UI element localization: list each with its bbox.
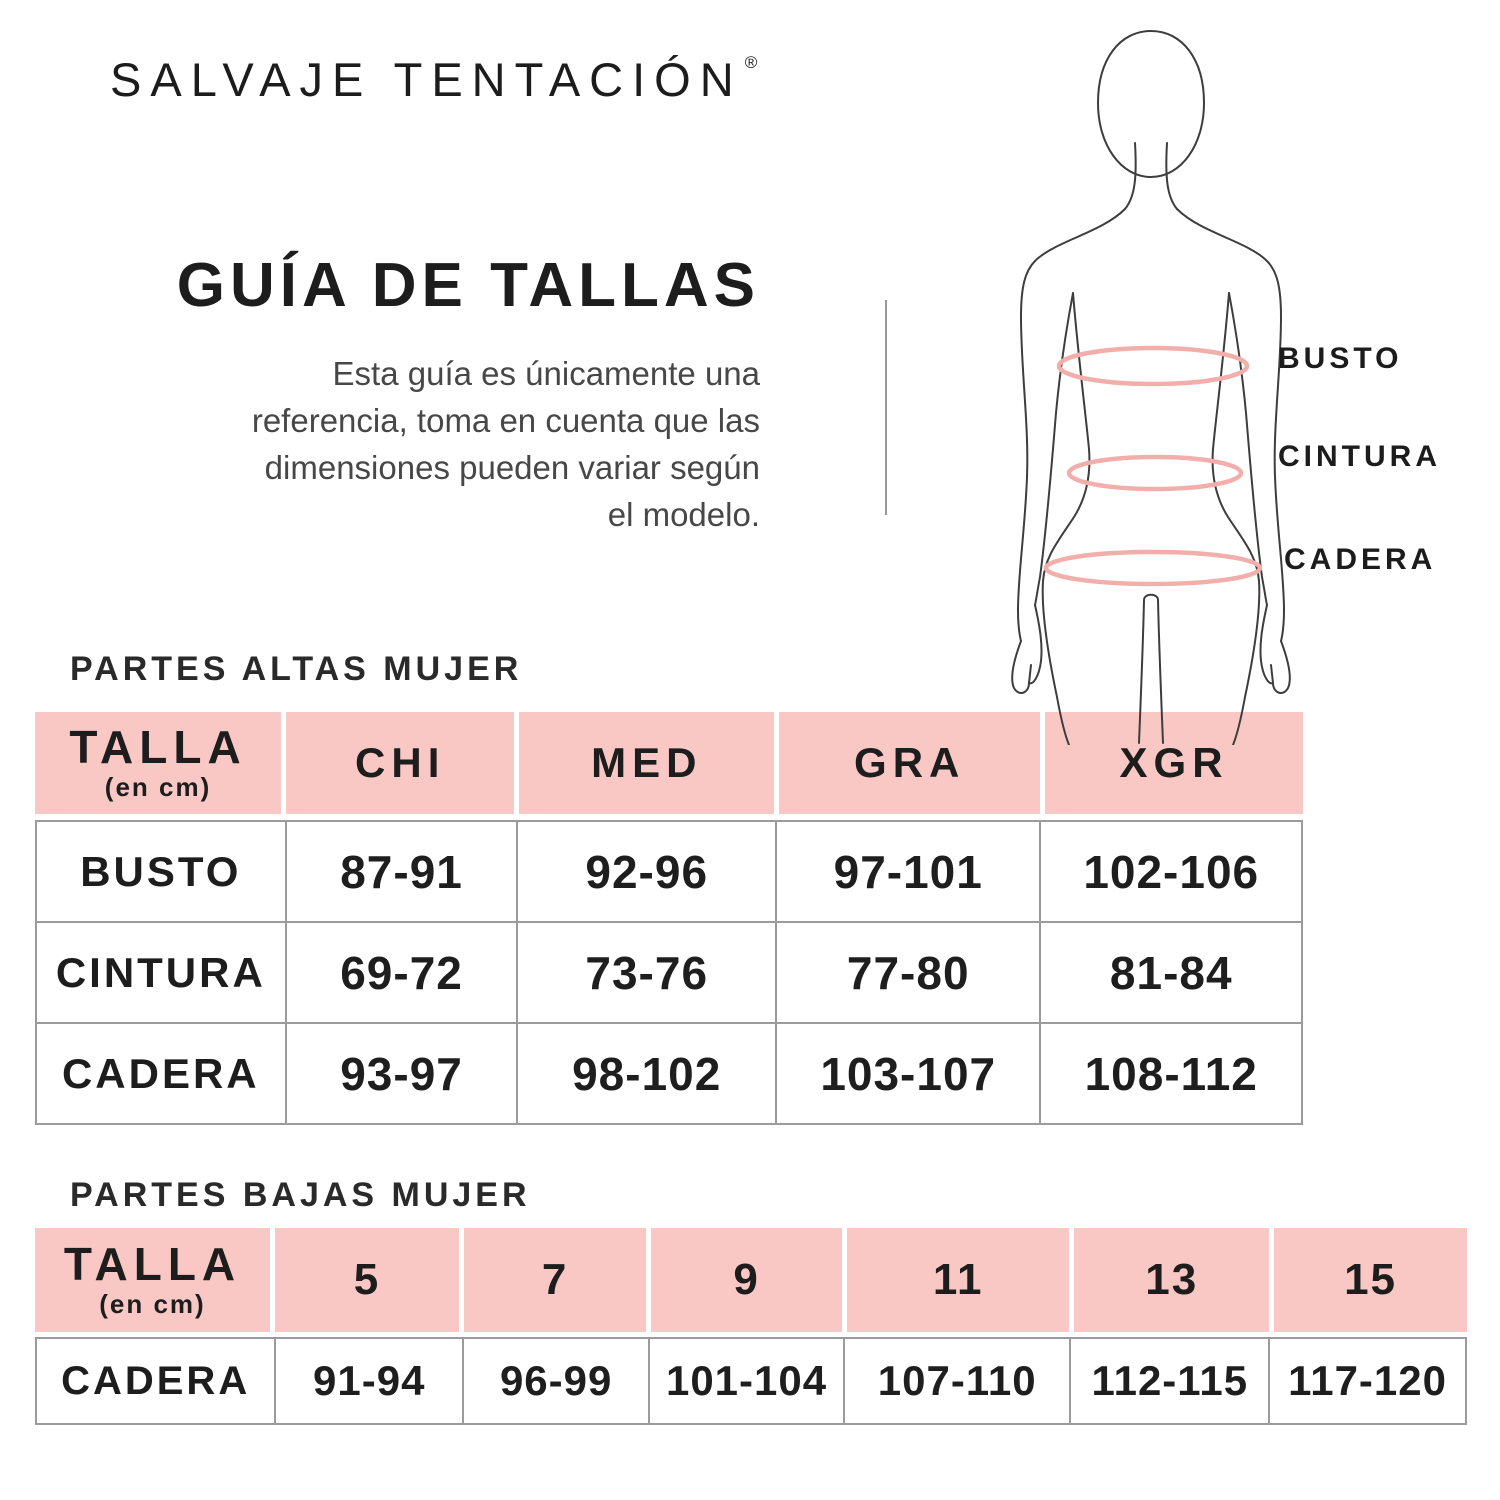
- size-table-tops: [35, 712, 1303, 1125]
- section-title-tops: PARTES ALTAS MUJER: [70, 650, 523, 688]
- hip-label: CADERA: [1284, 543, 1437, 576]
- size-col-header: 9: [651, 1228, 842, 1332]
- measurement-row-label: CINTURA: [37, 923, 285, 1022]
- size-range-cell: 108-112: [1041, 1024, 1301, 1123]
- size-col-header: 15: [1274, 1228, 1467, 1332]
- size-range-cell: 97-101: [777, 822, 1039, 921]
- measurement-row-label: CADERA: [37, 1024, 285, 1123]
- hip-measure-tape: [1046, 552, 1260, 584]
- bust-label: BUSTO: [1278, 342, 1403, 375]
- size-range-cell: 73-76: [518, 923, 775, 1022]
- size-range-cell: 81-84: [1041, 923, 1301, 1022]
- vertical-divider: [885, 300, 887, 515]
- size-range-cell: 117-120: [1270, 1339, 1465, 1423]
- size-range-cell: 77-80: [777, 923, 1039, 1022]
- size-range-cell: 91-94: [276, 1339, 462, 1423]
- bottoms-header-row: [35, 1228, 1467, 1332]
- size-col-header: 5: [275, 1228, 459, 1332]
- size-range-cell: 93-97: [287, 1024, 517, 1123]
- body-silhouette: [1012, 31, 1290, 745]
- size-range-cell: 102-106: [1041, 822, 1301, 921]
- size-col-header: 13: [1074, 1228, 1269, 1332]
- female-figure-illustration: [985, 25, 1325, 745]
- page-title: GUÍA DE TALLAS: [176, 251, 760, 320]
- registered-trademark: ®: [744, 53, 758, 72]
- talla-label: TALLA: [69, 720, 247, 773]
- size-col-header: 11: [847, 1228, 1069, 1332]
- size-col-header: XGR: [1045, 712, 1303, 814]
- size-col-header: MED: [519, 712, 774, 814]
- talla-unit: (en cm): [104, 771, 212, 802]
- brand-name: SALVAJE TENTACIÓN: [110, 53, 743, 106]
- bust-measure-tape: [1059, 348, 1247, 384]
- tops-header-row: [35, 712, 1303, 814]
- talla-header-cell: [35, 712, 281, 814]
- bottoms-data-grid: [35, 1337, 1467, 1425]
- size-range-cell: 69-72: [287, 923, 517, 1022]
- size-col-header: GRA: [779, 712, 1040, 814]
- size-range-cell: 103-107: [777, 1024, 1039, 1123]
- waist-measure-tape: [1069, 457, 1241, 489]
- size-range-cell: 96-99: [464, 1339, 648, 1423]
- size-col-header: 7: [464, 1228, 646, 1332]
- talla-header-cell: [35, 1228, 270, 1332]
- measurement-row-label: CADERA: [37, 1339, 274, 1423]
- size-range-cell: 107-110: [845, 1339, 1069, 1423]
- intro-description: Esta guía es únicamente una referencia, toma en cuenta que las dimensiones pueden variar según el modelo.: [251, 355, 760, 533]
- size-range-cell: 98-102: [518, 1024, 775, 1123]
- size-range-cell: 92-96: [518, 822, 775, 921]
- size-range-cell: 112-115: [1071, 1339, 1268, 1423]
- tops-data-grid: [35, 820, 1303, 1125]
- talla-label: TALLA: [63, 1237, 242, 1290]
- section-title-bottoms: PARTES BAJAS MUJER: [70, 1176, 531, 1214]
- size-range-cell: 101-104: [650, 1339, 843, 1423]
- waist-label: CINTURA: [1278, 440, 1441, 473]
- size-table-bottoms: [35, 1228, 1467, 1425]
- brand-logo: [110, 52, 757, 107]
- size-col-header: CHI: [286, 712, 514, 814]
- talla-unit: (en cm): [99, 1288, 206, 1319]
- measurement-row-label: BUSTO: [37, 822, 285, 921]
- intro-block: [55, 250, 760, 538]
- size-range-cell: 87-91: [287, 822, 517, 921]
